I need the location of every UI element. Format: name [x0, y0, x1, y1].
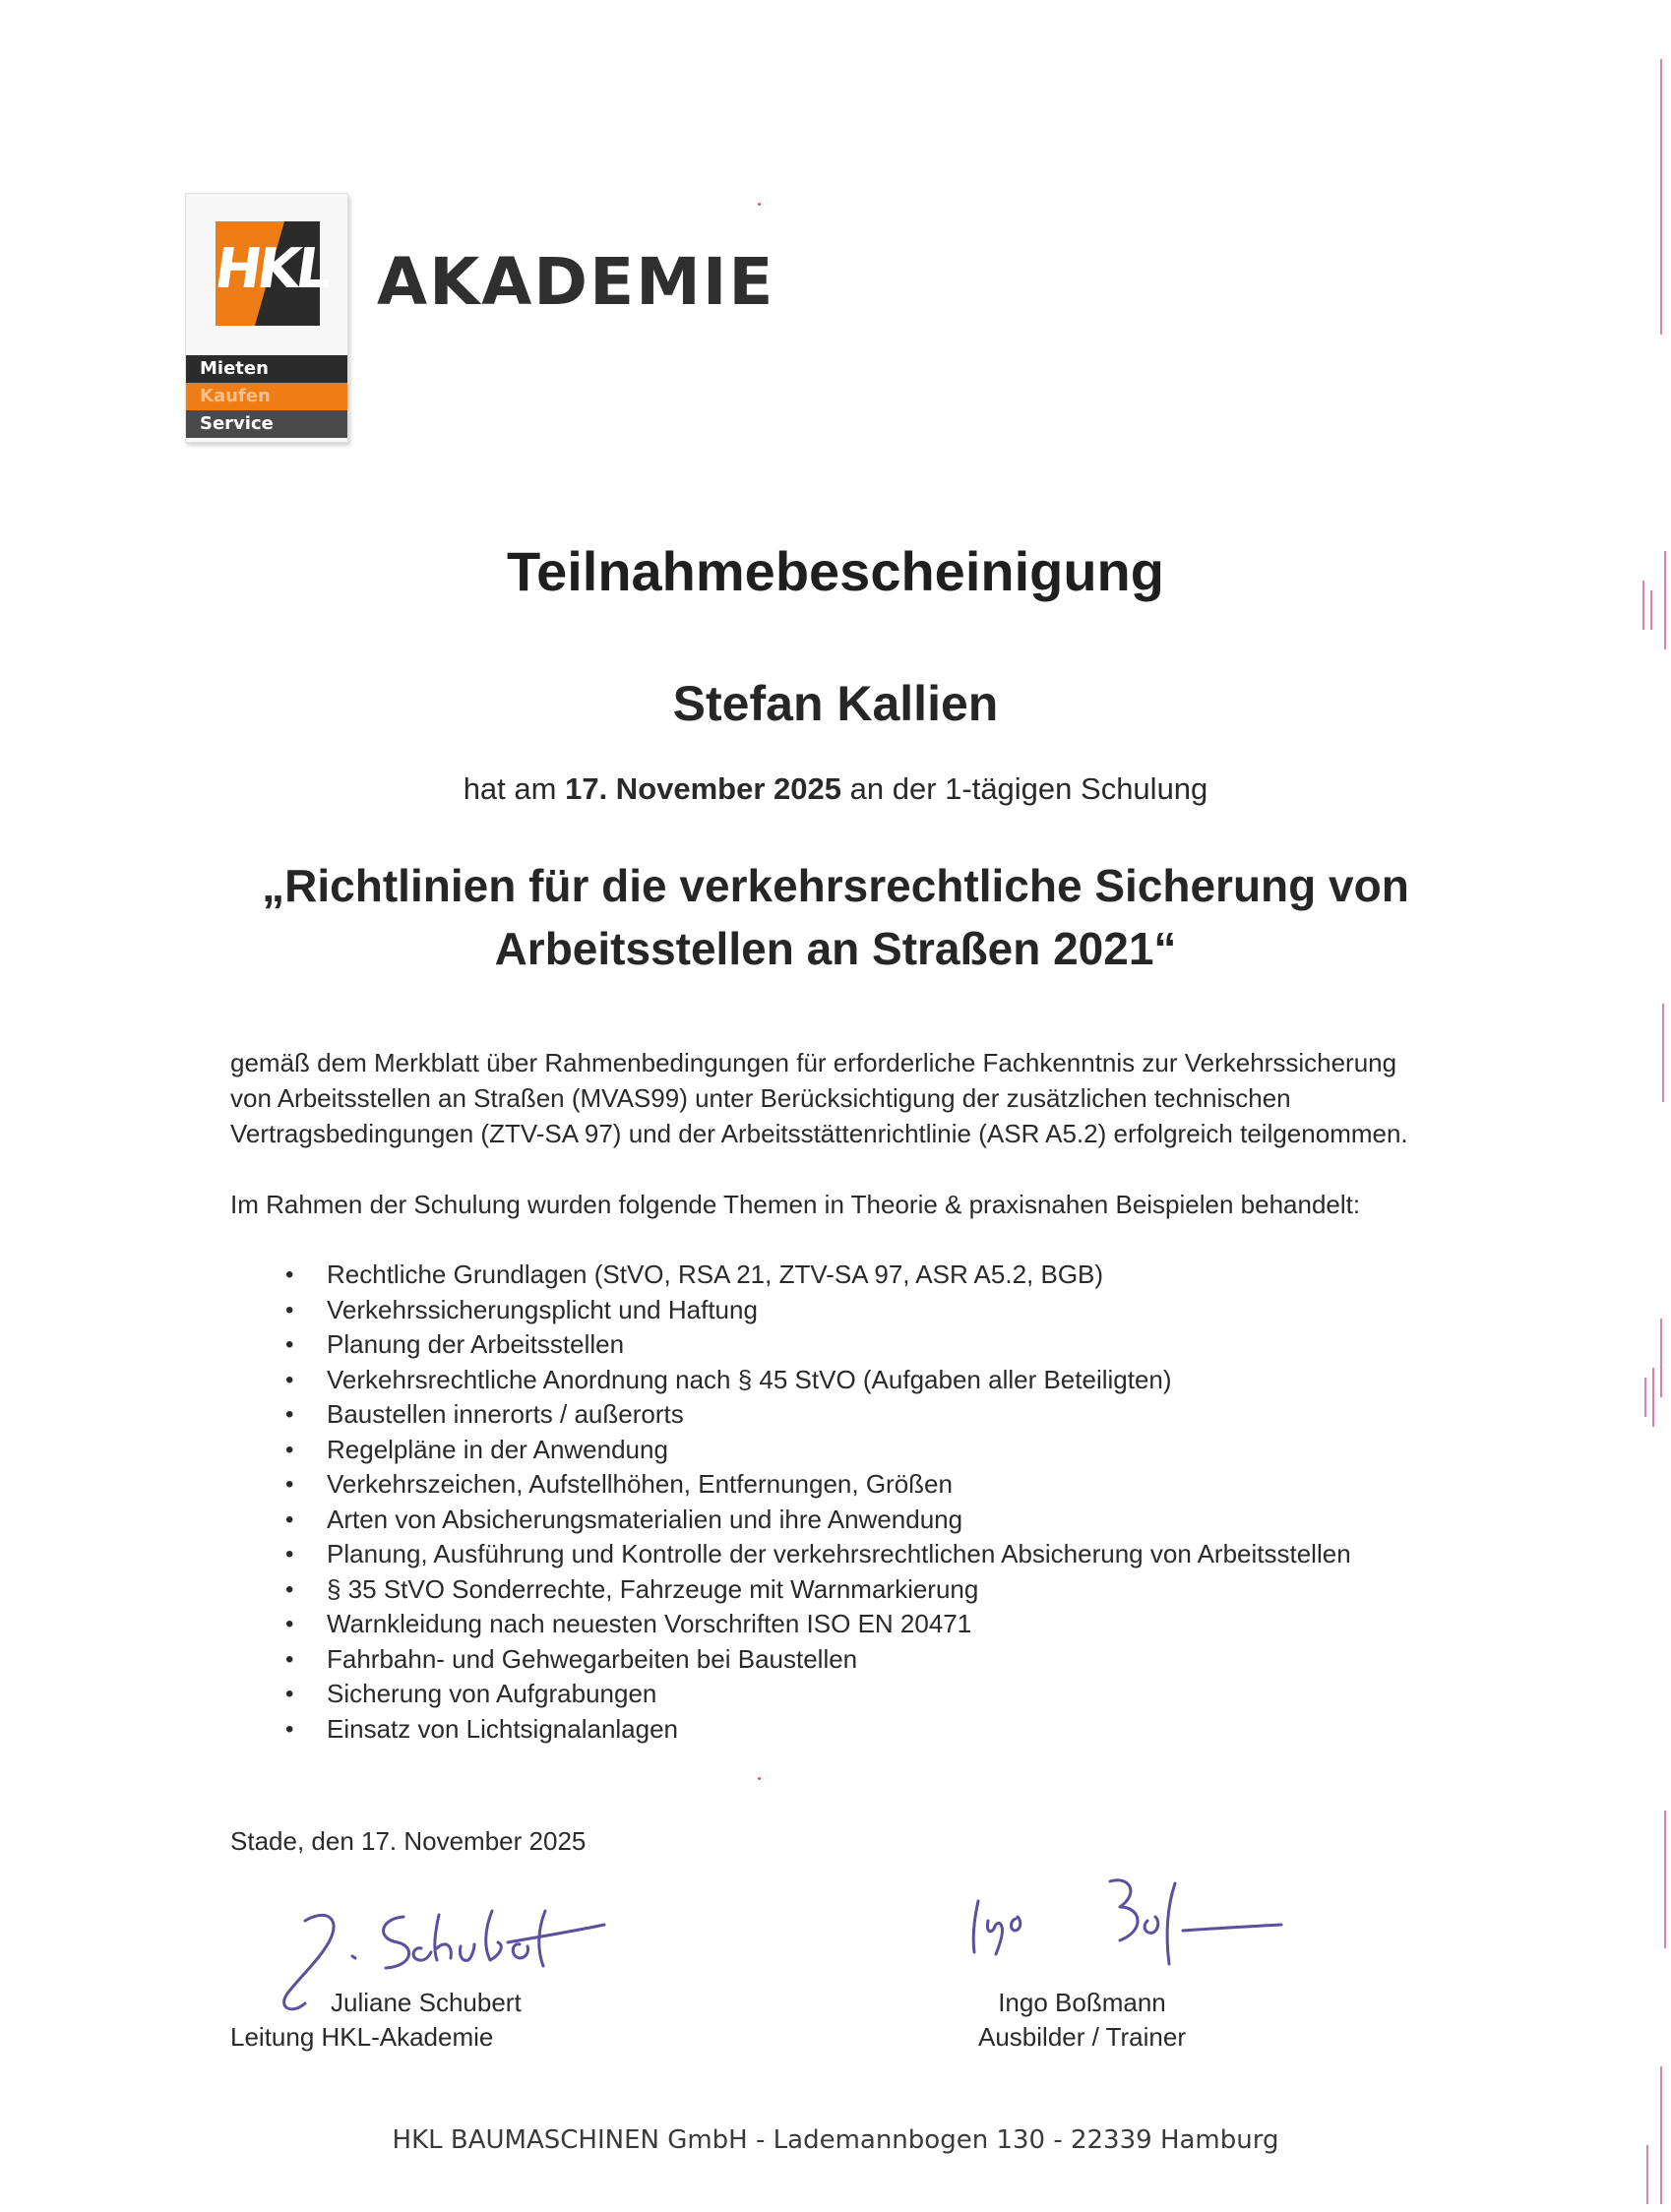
- logo-tagline-service: Service: [186, 410, 347, 438]
- signer-schubert: [230, 1986, 522, 2055]
- topic-item: • Warnkleidung nach neuesten Vorschriften ISO EN 20471: [285, 1607, 1351, 1642]
- scan-edge-marks-icon: [1632, 0, 1671, 2212]
- course-date: 17. November 2025: [565, 771, 841, 806]
- signer-role: Ausbilder / Trainer: [978, 2022, 1186, 2052]
- topic-item: • Sicherung von Aufgrabungen: [285, 1677, 1351, 1712]
- signer-name: Juliane Schubert: [331, 1988, 522, 2017]
- logo-letters: HKL: [211, 237, 333, 301]
- hkl-logo: [185, 193, 348, 443]
- topics-list: [285, 1258, 1351, 1747]
- academy-heading: AKADEMIE: [377, 244, 775, 320]
- signature-bossmann-icon: [964, 1872, 1289, 1982]
- certificate-title: Teilnahmebescheinigung: [507, 540, 1164, 602]
- scan-dot: [758, 203, 761, 206]
- company-footer: HKL BAUMASCHINEN GmbH - Lademannbogen 130 - 22339 Hamburg: [392, 2125, 1279, 2155]
- date-prefix: hat am: [463, 771, 557, 806]
- topic-item: • Rechtliche Grundlagen (StVO, RSA 21, ZTV-SA 97, ASR A5.2, BGB): [285, 1258, 1351, 1293]
- description-line-2: von Arbeitsstellen an Straßen (MVAS99) unter Berücksichtigung der zusätzlichen technischen: [230, 1083, 1291, 1113]
- scan-dot: [758, 1777, 761, 1780]
- description-line-1: gemäß dem Merkblatt über Rahmenbedingungen für erforderliche Fachkenntnis zur Verkehrssicherung: [230, 1048, 1397, 1077]
- topic-item: • Arten von Absicherungsmaterialien und ihre Anwendung: [285, 1503, 1351, 1538]
- topic-item: • Fahrbahn- und Gehwegarbeiten bei Baustellen: [285, 1642, 1351, 1678]
- signer-name: Ingo Boßmann: [998, 1988, 1166, 2017]
- topic-item: • Planung der Arbeitsstellen: [285, 1327, 1351, 1363]
- logo-tagline-kaufen: Kaufen: [186, 383, 347, 410]
- completion-description: [230, 1045, 1510, 1151]
- course-title-line-2: Arbeitsstellen an Straßen 2021“: [494, 923, 1177, 974]
- topic-item: • Verkehrsrechtliche Anordnung nach § 45 StVO (Aufgaben aller Beteiligten): [285, 1363, 1351, 1398]
- signer-bossmann: [978, 1986, 1186, 2055]
- course-title: [0, 854, 1671, 980]
- place-and-date: Stade, den 17. November 2025: [230, 1826, 587, 1856]
- logo-tagline-mieten: Mieten: [186, 355, 347, 383]
- topic-item: • Verkehrszeichen, Aufstellhöhen, Entfernungen, Größen: [285, 1467, 1351, 1503]
- description-line-3: Vertragsbedingungen (ZTV-SA 97) und der Arbeitsstättenrichtlinie (ASR A5.2) erfolgreich teilgenommen.: [230, 1119, 1408, 1148]
- course-title-line-1: „Richtlinien für die verkehrsrechtliche Sicherung von: [262, 860, 1409, 911]
- hkl-logo-mark: [211, 221, 333, 326]
- participant-name: Stefan Kallien: [672, 676, 999, 731]
- topic-item: • Regelpläne in der Anwendung: [285, 1433, 1351, 1468]
- topic-item: • Verkehrssicherungsplicht und Haftung: [285, 1293, 1351, 1328]
- date-suffix: an der 1-tägigen Schulung: [849, 771, 1208, 806]
- signer-role: Leitung HKL-Akademie: [230, 2022, 494, 2052]
- topic-item: • § 35 StVO Sonderrechte, Fahrzeuge mit Warnmarkierung: [285, 1572, 1351, 1608]
- topic-item: • Einsatz von Lichtsignalanlagen: [285, 1712, 1351, 1748]
- topic-item: • Baustellen innerorts / außerorts: [285, 1397, 1351, 1433]
- topics-intro: Im Rahmen der Schulung wurden folgende Themen in Theorie & praxisnahen Beispielen behandelt:: [230, 1190, 1361, 1219]
- attendance-date-line: [0, 771, 1671, 807]
- topic-item: • Planung, Ausführung und Kontrolle der verkehrsrechtlichen Absicherung von Arbeitsstellen: [285, 1537, 1351, 1572]
